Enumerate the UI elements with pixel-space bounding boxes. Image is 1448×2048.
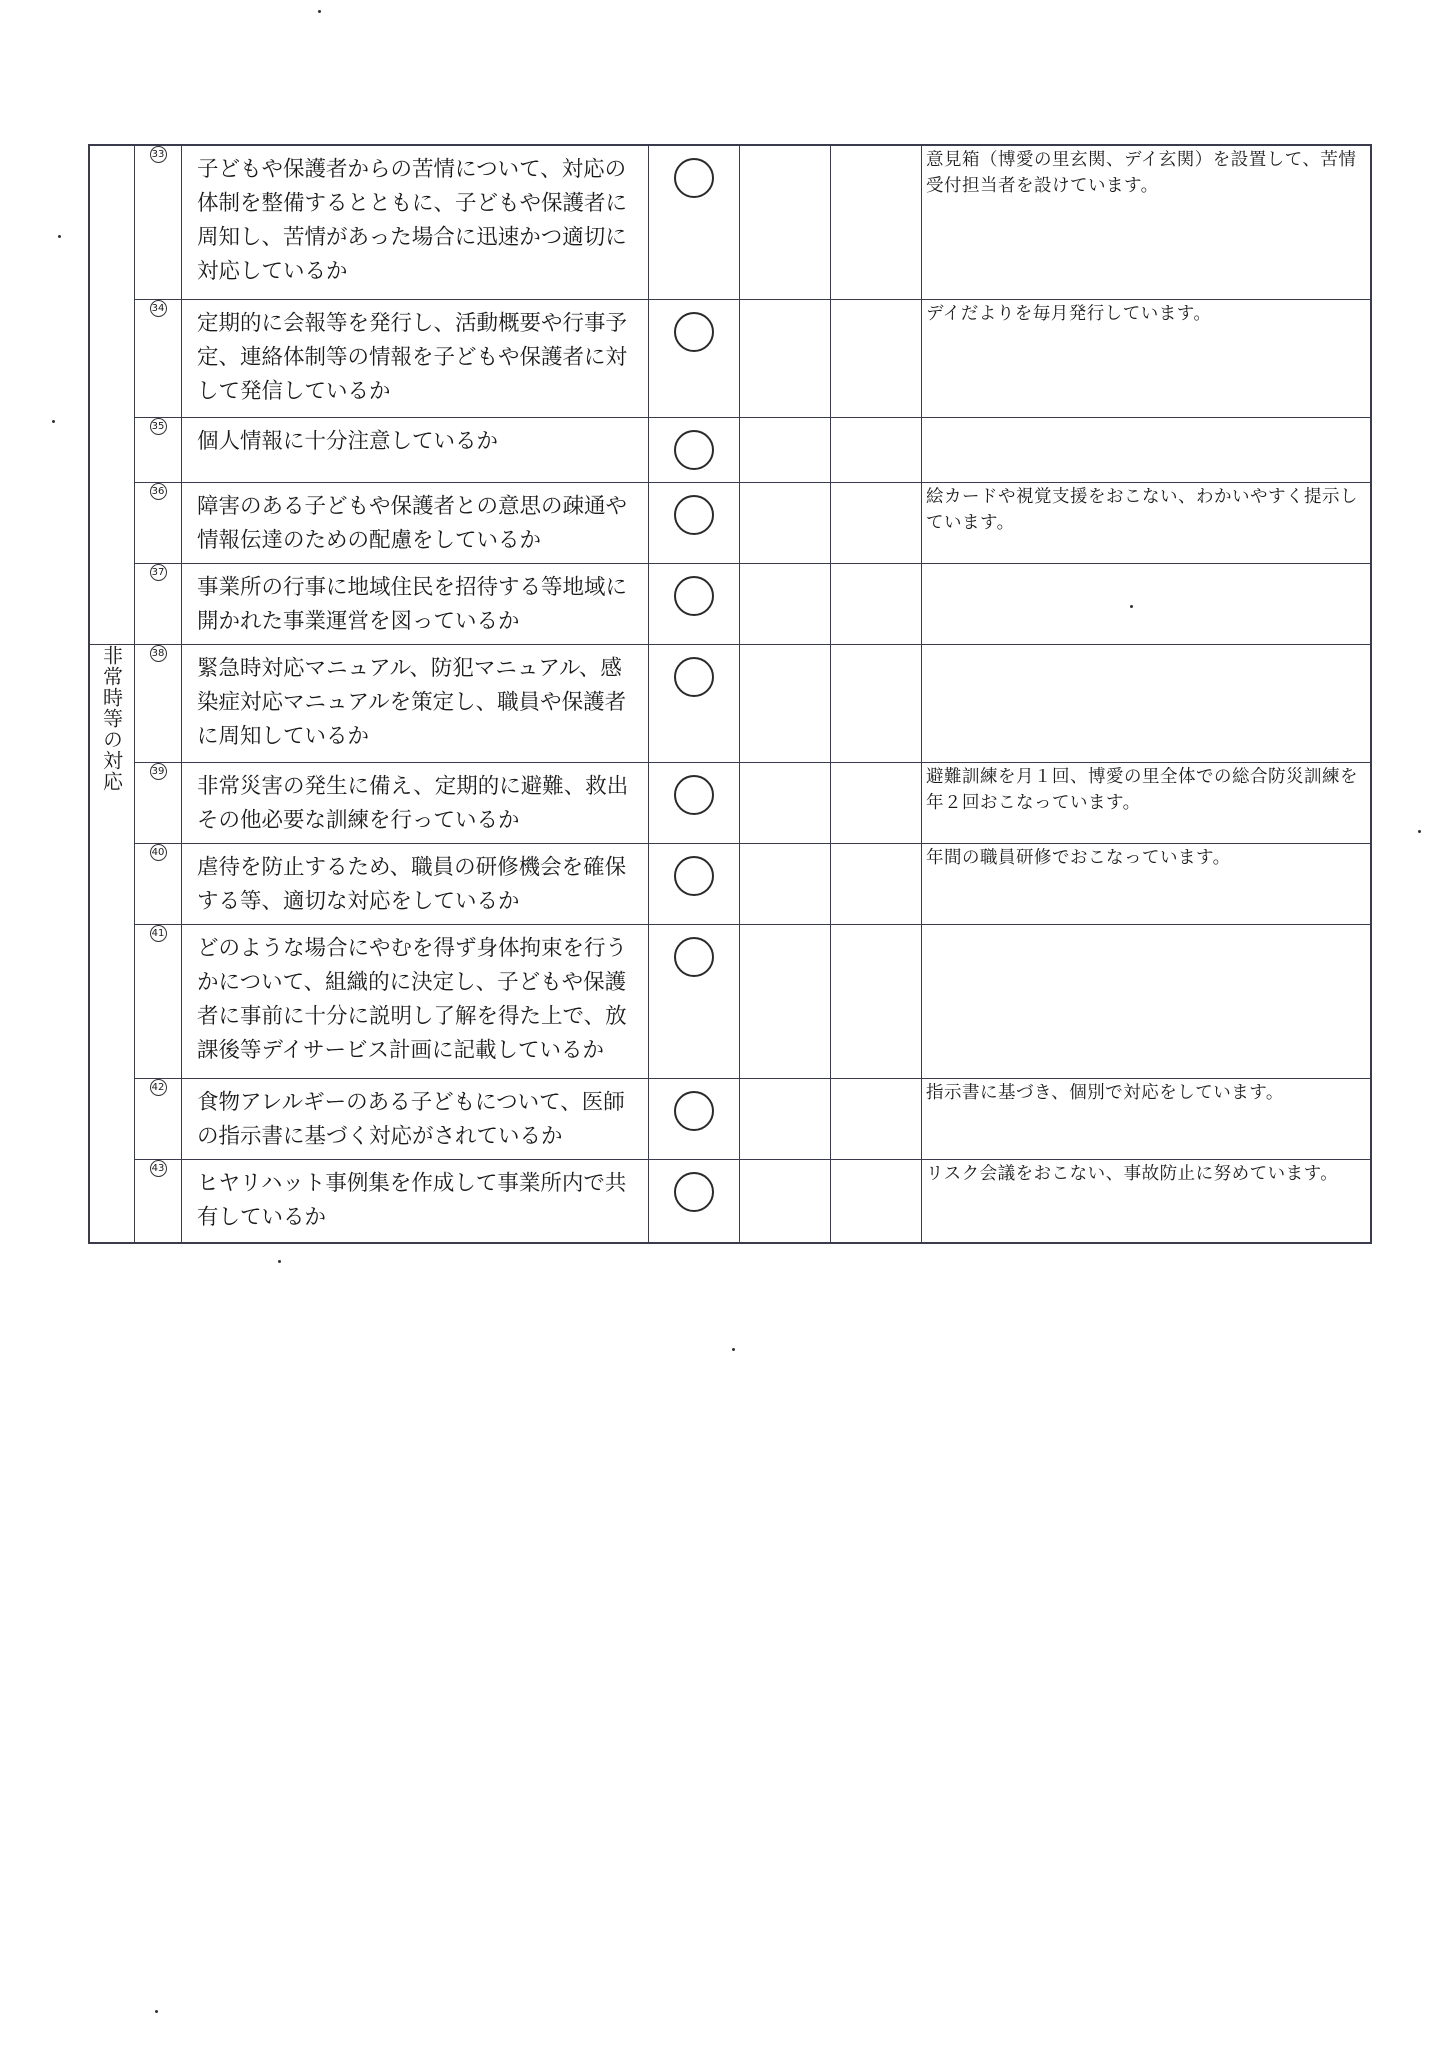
unknown-cell [831, 924, 922, 1078]
note-text [922, 417, 1372, 482]
yes-mark-cell [649, 563, 740, 644]
no-cell [740, 644, 831, 762]
unknown-cell [831, 145, 922, 299]
item-number: 36 [135, 482, 182, 563]
item-text: 緊急時対応マニュアル、防犯マニュアル、感染症対応マニュアルを策定し、職員や保護者に周知しているか [182, 644, 649, 762]
table-row [89, 417, 1371, 482]
table-row [89, 843, 1371, 924]
item-number: 38 [135, 644, 182, 762]
category-label: 非常時等の対応 [99, 644, 124, 792]
item-text: 個人情報に十分注意しているか [182, 417, 649, 482]
scan-speck [58, 235, 61, 238]
table-row [89, 1078, 1371, 1159]
item-text: 事業所の行事に地域住民を招待する等地域に開かれた事業運営を図っているか [182, 563, 649, 644]
item-text: 障害のある子どもや保護者との意思の疎通や情報伝達のための配慮をしているか [182, 482, 649, 563]
no-cell [740, 299, 831, 417]
yes-circle-mark [674, 1091, 714, 1131]
unknown-cell [831, 299, 922, 417]
unknown-cell [831, 762, 922, 843]
yes-mark-cell [649, 145, 740, 299]
yes-circle-mark [674, 657, 714, 697]
yes-mark-cell [649, 644, 740, 762]
scan-speck [155, 2010, 158, 2013]
yes-circle-mark [674, 1172, 714, 1212]
item-number: 42 [135, 1078, 182, 1159]
item-text: 虐待を防止するため、職員の研修機会を確保する等、適切な対応をしているか [182, 843, 649, 924]
yes-circle-mark [674, 495, 714, 535]
item-number: 39 [135, 762, 182, 843]
evaluation-table [88, 144, 1372, 1244]
table-row [89, 924, 1371, 1078]
yes-mark-cell [649, 482, 740, 563]
yes-circle-mark [674, 576, 714, 616]
unknown-cell [831, 563, 922, 644]
table-row [89, 145, 1371, 299]
note-text: 指示書に基づき、個別で対応をしています。 [922, 1078, 1372, 1159]
item-number: 35 [135, 417, 182, 482]
scan-speck [52, 420, 55, 423]
note-text: 年間の職員研修でおこなっています。 [922, 843, 1372, 924]
note-text: 避難訓練を月１回、博愛の里全体での総合防災訓練を年２回おこなっています。 [922, 762, 1372, 843]
item-number: 37 [135, 563, 182, 644]
item-text: 食物アレルギーのある子どもについて、医師の指示書に基づく対応がされているか [182, 1078, 649, 1159]
scan-speck [1418, 830, 1421, 833]
yes-circle-mark [674, 158, 714, 198]
yes-circle-mark [674, 430, 714, 470]
unknown-cell [831, 644, 922, 762]
no-cell [740, 762, 831, 843]
yes-mark-cell [649, 1159, 740, 1243]
scan-speck [732, 1348, 735, 1351]
yes-mark-cell [649, 762, 740, 843]
yes-mark-cell [649, 417, 740, 482]
scan-speck [318, 10, 321, 13]
table-row [89, 563, 1371, 644]
no-cell [740, 482, 831, 563]
item-number: 43 [135, 1159, 182, 1243]
unknown-cell [831, 1159, 922, 1243]
yes-circle-mark [674, 312, 714, 352]
yes-mark-cell [649, 1078, 740, 1159]
item-number: 33 [135, 145, 182, 299]
no-cell [740, 1159, 831, 1243]
yes-mark-cell [649, 843, 740, 924]
note-text [922, 924, 1372, 1078]
item-text: 定期的に会報等を発行し、活動概要や行事予定、連絡体制等の情報を子どもや保護者に対して発信しているか [182, 299, 649, 417]
table-row [89, 482, 1371, 563]
scan-speck [278, 1260, 281, 1263]
item-text: 非常災害の発生に備え、定期的に避難、救出その他必要な訓練を行っているか [182, 762, 649, 843]
note-text: 意見箱（博愛の里玄関、デイ玄関）を設置して、苦情受付担当者を設けています。 [922, 145, 1372, 299]
no-cell [740, 843, 831, 924]
no-cell [740, 563, 831, 644]
item-number: 41 [135, 924, 182, 1078]
table-row [89, 762, 1371, 843]
note-text: リスク会議をおこない、事故防止に努めています。 [922, 1159, 1372, 1243]
yes-circle-mark [674, 775, 714, 815]
no-cell [740, 417, 831, 482]
yes-circle-mark [674, 856, 714, 896]
item-text: 子どもや保護者からの苦情について、対応の体制を整備するとともに、子どもや保護者に周知し、苦情があった場合に迅速かつ適切に対応しているか [182, 145, 649, 299]
unknown-cell [831, 482, 922, 563]
note-text: デイだよりを毎月発行しています。 [922, 299, 1372, 417]
category-cell-blank [89, 145, 135, 644]
yes-mark-cell [649, 924, 740, 1078]
note-text [922, 563, 1372, 644]
note-text: 絵カードや視覚支援をおこない、わかいやすく提示しています。 [922, 482, 1372, 563]
table-row [89, 299, 1371, 417]
item-text: どのような場合にやむを得ず身体拘束を行うかについて、組織的に決定し、子どもや保護者に事前に十分に説明し了解を得た上で、放課後等デイサービス計画に記載しているか [182, 924, 649, 1078]
scan-speck [1130, 605, 1133, 608]
unknown-cell [831, 417, 922, 482]
unknown-cell [831, 1078, 922, 1159]
no-cell [740, 145, 831, 299]
item-number: 34 [135, 299, 182, 417]
item-text: ヒヤリハット事例集を作成して事業所内で共有しているか [182, 1159, 649, 1243]
unknown-cell [831, 843, 922, 924]
table-row [89, 644, 1371, 762]
category-cell [89, 644, 135, 1243]
no-cell [740, 924, 831, 1078]
note-text [922, 644, 1372, 762]
item-number: 40 [135, 843, 182, 924]
yes-circle-mark [674, 937, 714, 977]
yes-mark-cell [649, 299, 740, 417]
no-cell [740, 1078, 831, 1159]
table-row [89, 1159, 1371, 1243]
